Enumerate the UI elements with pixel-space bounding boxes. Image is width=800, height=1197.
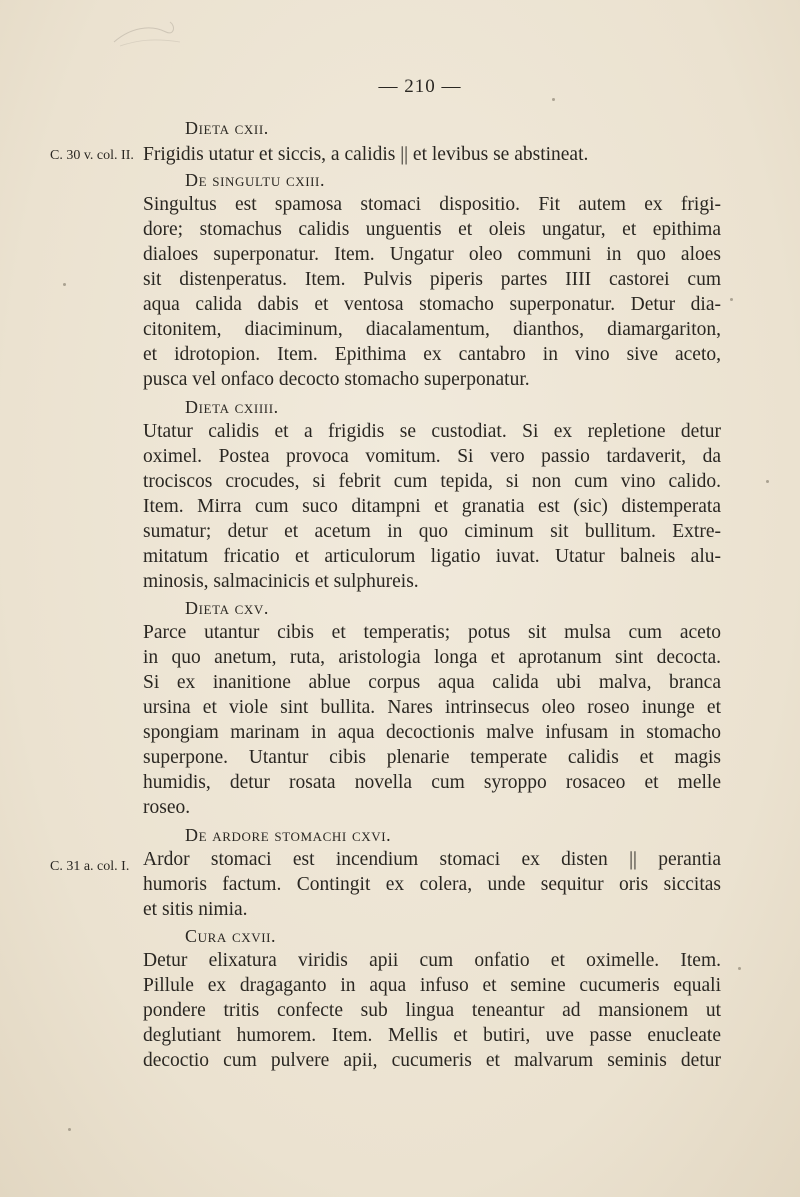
text-line: dore; stomachus calidis unguentis et oleis ungatur, et epithima [143, 219, 721, 240]
text-line: spongiam marinam in aqua decoctionis malve infusam in stomacho [143, 722, 721, 743]
section-heading: Cura cxvii. [185, 926, 277, 946]
text-line: et sitis nimia. [143, 899, 248, 920]
paper-speck [63, 283, 66, 286]
paper-speck [738, 967, 741, 970]
text-line: Pillule ex dragaganto in aqua infuso et semine cucumeris equali [143, 975, 721, 996]
section-heading: De ardore stomachi cxvi. [185, 825, 392, 845]
section-heading: Dieta cxii. [185, 118, 269, 138]
text-line: sumatur; detur et acetum in quo ciminum sit bullitum. Extre- [143, 521, 721, 542]
page-number: — 210 — [378, 76, 462, 97]
margin-note: C. 30 v. col. II. [50, 148, 134, 163]
text-line: humoris factum. Contingit ex colera, unde sequitur oris siccitas [143, 874, 721, 895]
text-line: deglutiant humorem. Item. Mellis et butiri, uve passe enucleate [143, 1025, 721, 1046]
text-line: roseo. [143, 797, 191, 818]
text-line: Singultus est spamosa stomaci dispositio. Fit autem ex frigi- [143, 194, 721, 215]
text-line: superpone. Utantur cibis plenarie temperate calidis et magis [143, 747, 721, 768]
text-line: pusca vel onfaco decocto stomacho superponatur. [143, 369, 530, 390]
text-line: Utatur calidis et a frigidis se custodiat. Si ex repletione detur [143, 421, 721, 442]
text-line: in quo anetum, ruta, aristologia longa et aprotanum sint decocta. [143, 647, 721, 668]
text-line: et idrotopion. Item. Epithima ex cantabro in vino sive aceto, [143, 344, 721, 365]
paper-speck [730, 298, 733, 301]
text-line: dialoes superponatur. Item. Ungatur oleo communi in quo aloes [143, 244, 721, 265]
section-heading: Dieta cxiiii. [185, 397, 279, 417]
text-line: Frigidis utatur et siccis, a calidis || et levibus se abstineat. [143, 144, 589, 165]
text-line: oximel. Postea provoca vomitum. Si vero passio tardaverit, da [143, 446, 721, 467]
margin-note: C. 31 a. col. I. [50, 859, 130, 874]
text-line: decoctio cum pulvere apii, cucumeris et malvarum seminis detur [143, 1050, 721, 1071]
text-line: pondere tritis confecte sub lingua teneantur ad mansionem ut [143, 1000, 721, 1021]
text-line: trociscos crocudes, si febrit cum tepida, si non cum vino calido. [143, 471, 721, 492]
text-line: citonitem, diaciminum, diacalamentum, dianthos, diamargariton, [143, 319, 721, 340]
section-heading: De singultu cxiii. [185, 170, 326, 190]
text-line: ursina et viole sint bullita. Nares intrinsecus oleo roseo inunge et [143, 697, 721, 718]
text-line: Detur elixatura viridis apii cum onfatio et oximelle. Item. [143, 950, 721, 971]
paper-speck [766, 480, 769, 483]
text-line: sit distenperatus. Item. Pulvis piperis partes IIII castorei cum [143, 269, 721, 290]
pencil-scribble [110, 18, 190, 50]
section-heading: Dieta cxv. [185, 598, 270, 618]
text-line: Si ex inanitione ablue corpus aqua calida ubi malva, branca [143, 672, 721, 693]
text-line: minosis, salmacinicis et sulphureis. [143, 571, 419, 592]
text-line: Item. Mirra cum suco ditampni et granatia est (sic) distemperata [143, 496, 721, 517]
paper-speck [552, 98, 555, 101]
text-line: mitatum fricatio et articulorum ligatio iuvat. Utatur balneis alu- [143, 546, 721, 567]
text-line: Ardor stomaci est incendium stomaci ex disten || perantia [143, 849, 721, 870]
text-line: aqua calida dabis et ventosa stomacho superponatur. Detur dia- [143, 294, 721, 315]
paper-speck [68, 1128, 71, 1131]
text-line: humidis, detur rosata novella cum syroppo rosaceo et melle [143, 772, 721, 793]
text-line: Parce utantur cibis et temperatis; potus sit mulsa cum aceto [143, 622, 721, 643]
